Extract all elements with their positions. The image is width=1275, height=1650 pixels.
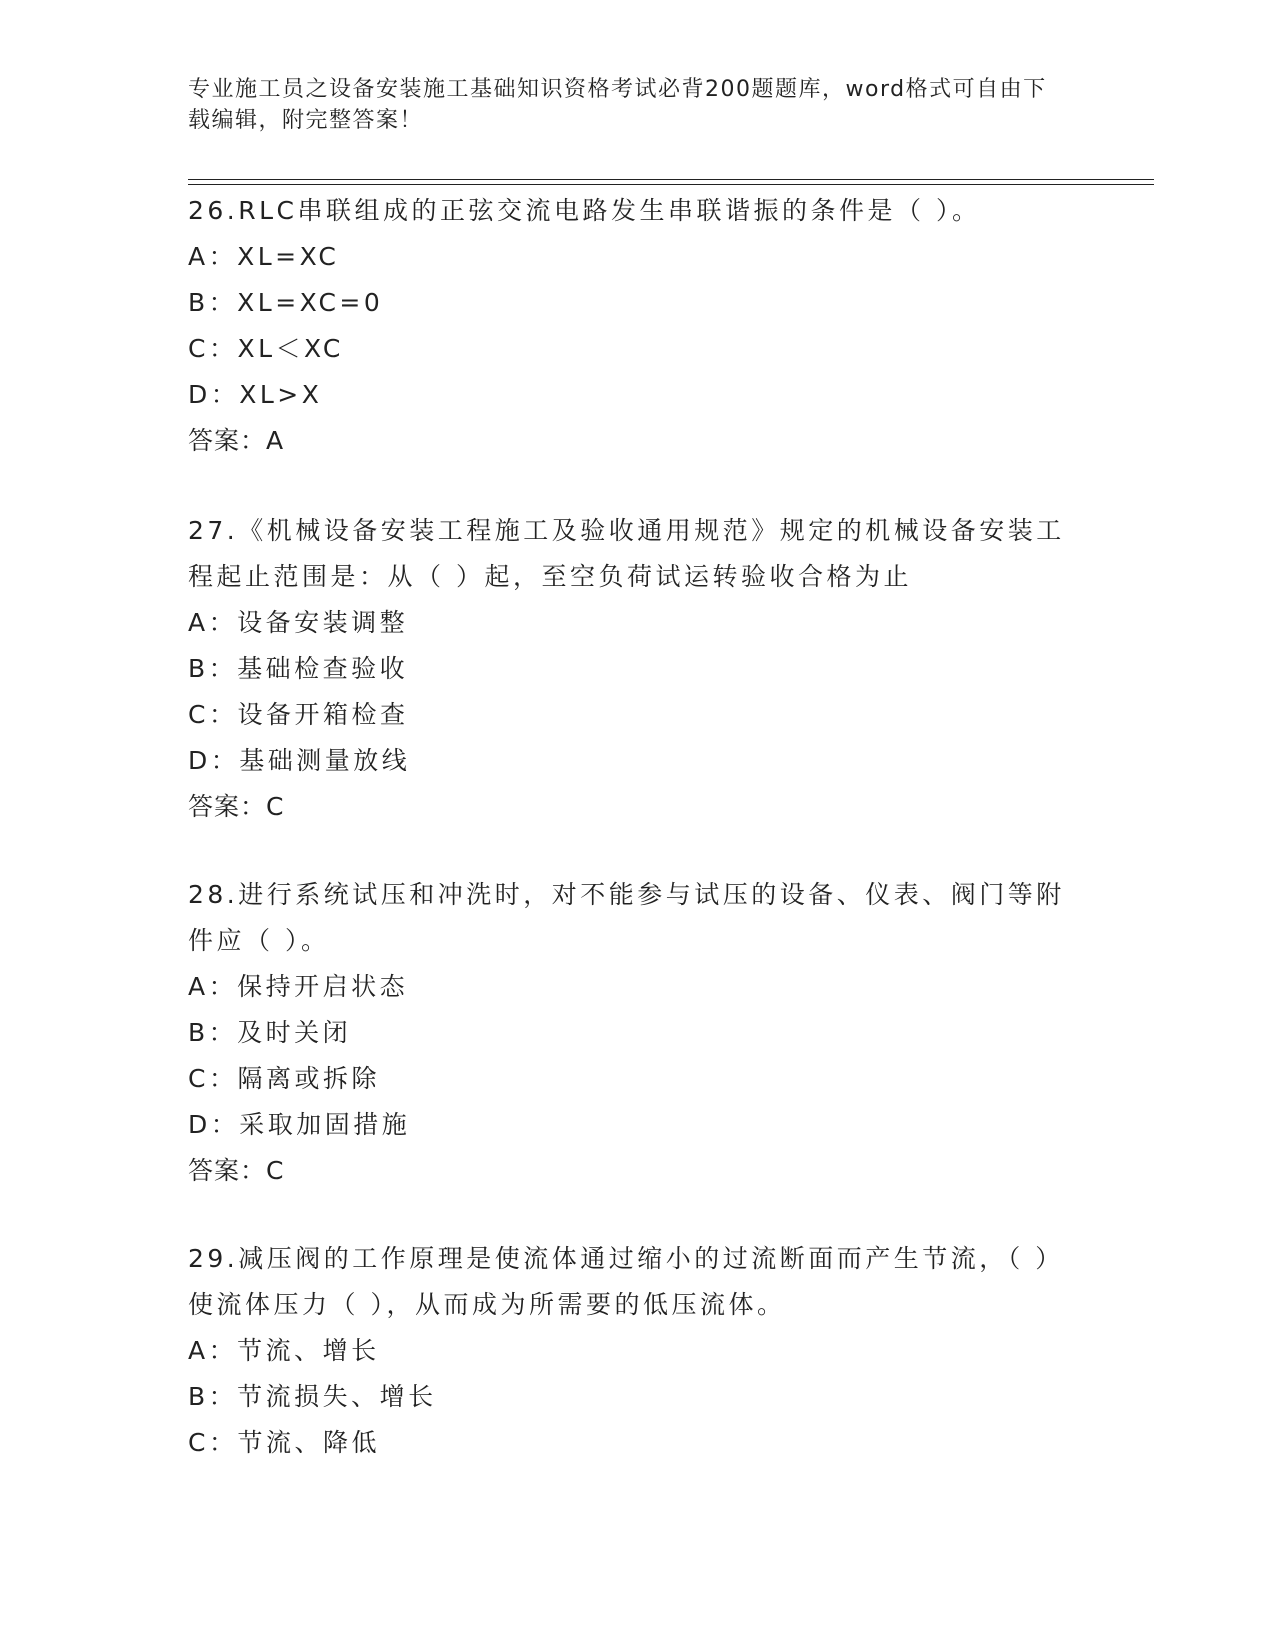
header-divider-top [188,179,1154,180]
option-a: A：设备安装调整 [188,608,409,637]
answer: 答案：C [188,792,285,821]
answer: 答案：A [188,426,285,455]
option-d: D：基础测量放线 [188,746,411,775]
option-d: D：XL>X [188,380,323,409]
question-27 [188,508,1088,830]
document-header: 专业施工员之设备安装施工基础知识资格考试必背200题题库，word格式可自由下载编辑，附完整答案！ [188,77,1047,133]
question-stem: 27.《机械设备安装工程施工及验收通用规范》规定的机械设备安装工程起止范围是：从（ ）起，至空负荷试运转验收合格为止 [188,516,1065,591]
question-stem: 29.减压阀的工作原理是使流体通过缩小的过流断面而产生节流，（ ）使流体压力（ ），从而成为所需要的低压流体。 [188,1244,1064,1319]
question-29 [188,1236,1088,1466]
option-b: B：XL=XC=0 [188,288,384,317]
option-a: A：XL=XC [188,242,340,271]
option-d: D：采取加固措施 [188,1110,411,1139]
header-divider-bottom [188,184,1154,185]
option-b: B：基础检查验收 [188,654,409,683]
question-26 [188,188,1088,464]
option-a: A：保持开启状态 [188,972,409,1001]
question-stem: 26.RLC串联组成的正弦交流电路发生串联谐振的条件是（ ）。 [188,196,981,225]
option-b: B：及时关闭 [188,1018,352,1047]
option-c: C：节流、降低 [188,1428,380,1457]
option-c: C：XL＜XC [188,334,344,363]
option-b: B：节流损失、增长 [188,1382,437,1411]
answer: 答案：C [188,1156,285,1185]
option-c: C：设备开箱检查 [188,700,409,729]
question-28 [188,872,1088,1194]
option-c: C：隔离或拆除 [188,1064,380,1093]
question-stem: 28.进行系统试压和冲洗时，对不能参与试压的设备、仪表、阀门等附件应（ ）。 [188,880,1065,955]
option-a: A：节流、增长 [188,1336,380,1365]
